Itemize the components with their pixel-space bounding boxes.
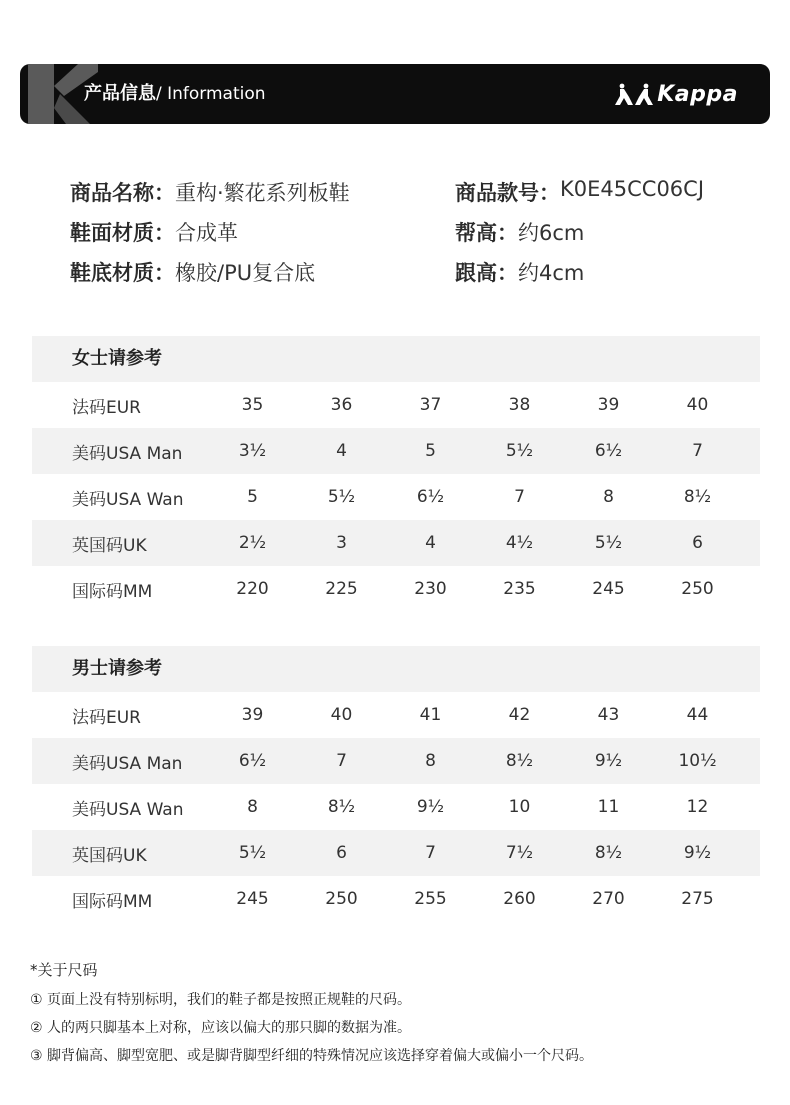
table-row: [32, 830, 760, 876]
table-cell: 8½: [327, 797, 356, 817]
table-cell: 8: [425, 751, 436, 771]
row-label: 英国码UK: [72, 845, 147, 866]
table-row: [32, 566, 760, 612]
table-cell: 10: [508, 797, 531, 817]
women-size-table: [32, 336, 760, 612]
table-cell: 230: [414, 579, 447, 599]
table-row: [32, 692, 760, 738]
table-cell: 225: [325, 579, 358, 599]
table-cell: 8: [247, 797, 258, 817]
table-cell: 7: [336, 751, 347, 771]
table-cell: 7: [425, 843, 436, 863]
size-notes: [30, 958, 770, 1070]
table-cell: 220: [236, 579, 269, 599]
table-cell: 6½: [594, 441, 623, 461]
row-label: 美码USA Wan: [72, 489, 184, 510]
table-cell: 40: [330, 705, 353, 725]
note-line: ① 页面上没有特别标明，我们的鞋子都是按照正规鞋的尺码。: [30, 992, 411, 1008]
table-cell: 12: [686, 797, 709, 817]
notes-title: *关于尺码: [30, 961, 98, 979]
row-label: 美码USA Man: [72, 443, 183, 464]
table-cell: 2½: [238, 533, 267, 553]
table-cell: 6: [336, 843, 347, 863]
table-cell: 255: [414, 889, 447, 909]
heel-height-value: 约4cm: [518, 261, 585, 285]
info-item: [70, 217, 455, 247]
sole-material-value: 橡胶/PU复合底: [175, 261, 316, 285]
table-cell: 8½: [594, 843, 623, 863]
table-cell: 38: [508, 395, 531, 415]
table-cell: 8½: [683, 487, 712, 507]
table-cell: 10½: [678, 751, 717, 771]
table-cell: 3½: [238, 441, 267, 461]
table-cell: 6½: [416, 487, 445, 507]
table-cell: 5½: [238, 843, 267, 863]
product-model-value: K0E45CC06CJ: [560, 177, 705, 201]
men-table-body: [32, 692, 760, 922]
table-cell: 5: [425, 441, 436, 461]
table-cell: 8: [603, 487, 614, 507]
sole-material-label: 鞋底材质：: [70, 261, 175, 285]
info-item: [455, 217, 584, 247]
table-cell: 8½: [505, 751, 534, 771]
table-cell: 245: [236, 889, 269, 909]
table-cell: 39: [241, 705, 264, 725]
table-cell: 270: [592, 889, 625, 909]
row-label: 国际码MM: [72, 581, 153, 602]
table-cell: 5½: [594, 533, 623, 553]
table-cell: 275: [681, 889, 714, 909]
table-cell: 41: [419, 705, 442, 725]
table-cell: 235: [503, 579, 536, 599]
product-name-value: 重构·繁花系列板鞋: [175, 181, 350, 205]
table-row: [32, 520, 760, 566]
note-line: ② 人的两只脚基本上对称，应该以偏大的那只脚的数据为准。: [30, 1020, 411, 1036]
info-item: [70, 177, 455, 207]
table-cell: 6: [692, 533, 703, 553]
table-cell: 6½: [238, 751, 267, 771]
table-cell: 9½: [594, 751, 623, 771]
brand-name: Kappa: [657, 81, 738, 107]
table-cell: 4½: [505, 533, 534, 553]
heel-height-label: 跟高：: [455, 261, 518, 285]
table-cell: 5½: [505, 441, 534, 461]
table-cell: 36: [330, 395, 353, 415]
row-label: 国际码MM: [72, 891, 153, 912]
row-label: 美码USA Wan: [72, 799, 184, 820]
table-cell: 42: [508, 705, 531, 725]
upper-material-label: 鞋面材质：: [70, 221, 175, 245]
table-row: [32, 428, 760, 474]
info-item: [70, 257, 455, 287]
table-cell: 11: [597, 797, 620, 817]
table-cell: 39: [597, 395, 620, 415]
header-bar: [20, 64, 770, 124]
table-row: [32, 474, 760, 520]
info-row: [70, 172, 750, 212]
info-row: [70, 252, 750, 292]
table-cell: 37: [419, 395, 442, 415]
row-label: 法码EUR: [72, 397, 141, 418]
table-cell: 4: [336, 441, 347, 461]
table-cell: 4: [425, 533, 436, 553]
info-item: [455, 177, 704, 207]
table-cell: 3: [336, 533, 347, 553]
table-cell: 260: [503, 889, 536, 909]
row-label: 英国码UK: [72, 535, 147, 556]
table-cell: 44: [686, 705, 709, 725]
kappa-logo: [615, 81, 738, 107]
collar-height-label: 帮高：: [455, 221, 518, 245]
women-table-heading: 女士请参考: [32, 336, 760, 382]
table-cell: 250: [681, 579, 714, 599]
table-cell: 7½: [505, 843, 534, 863]
table-cell: 245: [592, 579, 625, 599]
section-title-sub: / Information: [156, 84, 266, 104]
kappa-omini-icon: [615, 83, 653, 105]
table-cell: 35: [241, 395, 264, 415]
table-row: [32, 876, 760, 922]
table-cell: 9½: [416, 797, 445, 817]
row-label: 美码USA Man: [72, 753, 183, 774]
table-cell: 250: [325, 889, 358, 909]
women-table-body: [32, 382, 760, 612]
section-title: [84, 64, 266, 124]
row-label: 法码EUR: [72, 707, 141, 728]
product-name-label: 商品名称：: [70, 181, 175, 205]
table-cell: 7: [692, 441, 703, 461]
men-table-heading: 男士请参考: [32, 646, 760, 692]
product-info: [70, 172, 750, 292]
men-size-table: [32, 646, 760, 922]
info-row: [70, 212, 750, 252]
table-cell: 5: [247, 487, 258, 507]
product-model-label: 商品款号：: [455, 181, 560, 205]
upper-material-value: 合成革: [175, 221, 238, 245]
table-cell: 43: [597, 705, 620, 725]
table-cell: 7: [514, 487, 525, 507]
table-cell: 40: [686, 395, 709, 415]
table-cell: 5½: [327, 487, 356, 507]
note-line: ③ 脚背偏高、脚型宽肥、或是脚背脚型纤细的特殊情况应该选择穿着偏大或偏小一个尺码。: [30, 1048, 593, 1064]
table-cell: 9½: [683, 843, 712, 863]
info-item: [455, 257, 584, 287]
collar-height-value: 约6cm: [518, 221, 585, 245]
section-title-main: 产品信息: [84, 83, 156, 104]
table-row: [32, 784, 760, 830]
table-row: [32, 382, 760, 428]
table-row: [32, 738, 760, 784]
